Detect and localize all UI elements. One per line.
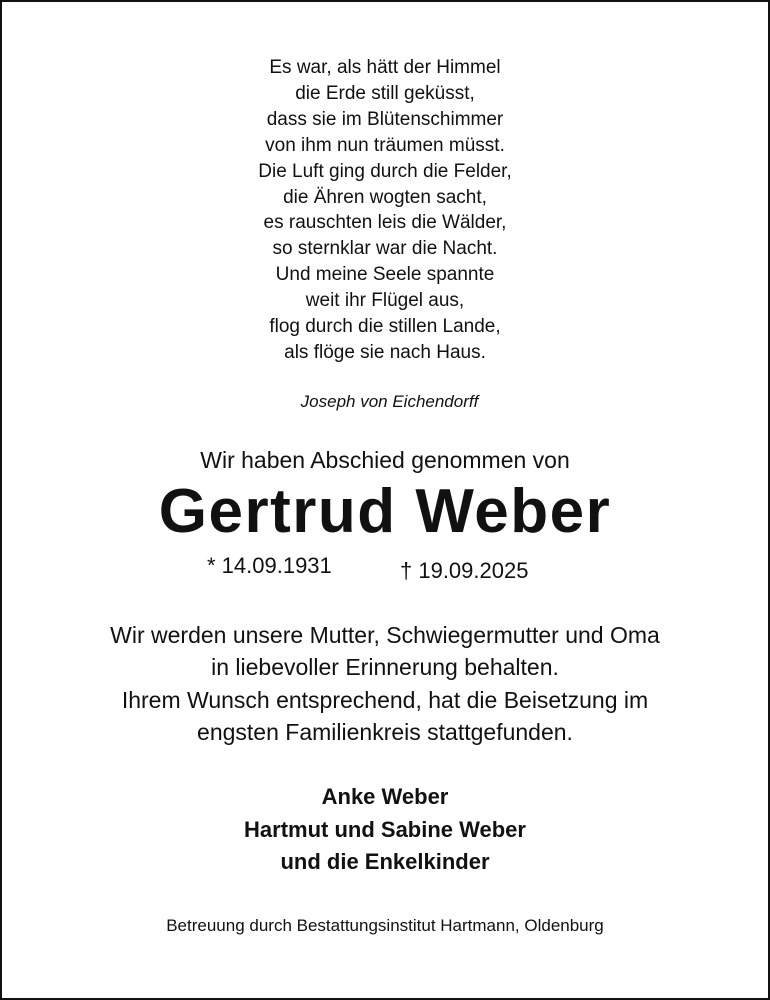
poem-line: Und meine Seele spannte xyxy=(275,264,495,286)
poem-line: dass sie im Blütenschimmer xyxy=(266,108,504,130)
message-line: Wir werden unsere Mutter, Schwiegermutter und Oma xyxy=(110,622,660,648)
death-date: † 19.09.2025 xyxy=(400,558,529,583)
poem-line: die Ähren wogten sacht, xyxy=(283,186,487,208)
poem-line: die Erde still geküsst, xyxy=(295,82,475,104)
deceased-name: Gertrud Weber xyxy=(158,477,612,546)
poem-line: so sternklar war die Nacht. xyxy=(272,238,498,260)
birth-date: * 14.09.1931 xyxy=(207,553,332,578)
signer-name: und die Enkelkinder xyxy=(280,849,490,875)
poem-line: Es war, als hätt der Himmel xyxy=(269,57,501,78)
poem-line: weit ihr Flügel aus, xyxy=(305,290,465,312)
family-signers xyxy=(2,781,768,879)
message-line: Ihrem Wunsch entsprechend, hat die Beisetzung im xyxy=(121,686,649,713)
message-line: engsten Familienkreis stattgefunden. xyxy=(197,718,573,745)
poem-line: flog durch die stillen Lande, xyxy=(269,316,501,338)
message-line: in liebevoller Erinnerung behalten. xyxy=(211,654,559,681)
poem-author: Joseph von Eichendorff xyxy=(300,392,479,411)
signer-name: Hartmut und Sabine Weber xyxy=(244,816,526,842)
poem-line: als flöge sie nach Haus. xyxy=(284,341,486,363)
poem-line: es rauschten leis die Wälder, xyxy=(263,212,507,234)
memorial-message xyxy=(2,619,768,748)
poem-line: von ihm nun träumen müsst. xyxy=(265,134,505,156)
farewell-intro: Wir haben Abschied genommen von xyxy=(200,447,570,473)
signer-name: Anke Weber xyxy=(321,784,449,809)
poem xyxy=(2,55,768,366)
funeral-home-credit: Betreuung durch Bestattungsinstitut Hartmann, Oldenburg xyxy=(166,916,604,935)
poem-line: Die Luft ging durch die Felder, xyxy=(258,160,512,182)
